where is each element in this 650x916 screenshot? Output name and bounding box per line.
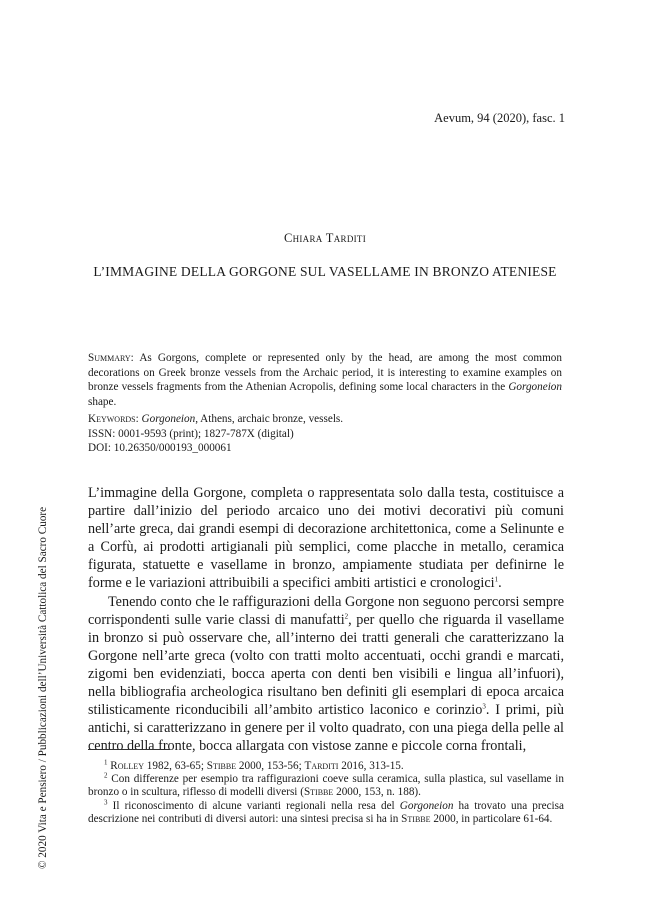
footnote-ref-2[interactable]: 2: [344, 611, 349, 620]
journal-reference: Aevum, 94 (2020), fasc. 1: [434, 111, 565, 125]
footnote-divider: [88, 749, 170, 750]
footnote-ref-3[interactable]: 3: [482, 702, 486, 711]
summary-abstract: [88, 351, 562, 409]
fn1-author-rolley: Rolley: [110, 760, 144, 772]
fn1-author-tarditi: Tarditi: [304, 760, 339, 772]
fn1-author-stibbe: Stibbe: [206, 760, 237, 772]
doi-line: DOI: 10.26350/000193_000061: [88, 442, 232, 455]
body-paragraph-2: [88, 593, 564, 756]
summary-italic: Gorgoneion: [508, 381, 562, 394]
p1-end: .: [498, 575, 502, 592]
copyright-side-note: © 2020 Vita e Pensiero / Pubblicazioni dell’Università Cattolica del Sacro Cuore: [37, 506, 49, 869]
p1-text: L’immagine della Gorgone, completa o rappresentata solo dalla testa, costituisce a partire dall’inizio del periodo arcaico uno dei motivi decorativi più comuni nell’arte greca, dai grandi esempi di decorazione architettonica, come a Selinunte e a Corfù, ai prodotti artigianali più semplici, come placche in metallo, ceramica figurata, statuette e vasellame in bronzo, ampiamente studiata per definirne le forme e le variazioni attribuibili a specifici ambiti artistici e cronologici: [88, 485, 564, 592]
p2-text-b: , per quello che riguarda il vasellame in bronzo si può osservare che, all’interno dei tratti generali che caratterizzano la Gorgone nell’arte greca (volto con tratti molto accentuati, occhi grandi e marcati, zigomi ben evidenziati, bocca aperta con denti ben visibili e lingua all’infuori), nella bibliografia archeologica risultano ben definiti gli esemplari di epoca arcaica stilisticamente riconducibili all’ambito artistico laconico e corinzio: [88, 611, 564, 719]
fn2-text-c: 2000, 153, n. 188).: [333, 786, 421, 799]
footnote-1-number: 1: [104, 758, 108, 767]
article-title: L’IMMAGINE DELLA GORGONE SUL VASELLAME IN BRONZO ATENIESE: [93, 264, 557, 279]
footnote-2-number: 2: [104, 771, 108, 780]
keywords-italic: Gorgoneion: [141, 413, 196, 425]
keywords-line: [88, 412, 562, 427]
author-name: Chiara Tarditi: [283, 231, 367, 245]
p2-text-a: Tenendo conto che le raffigurazioni della Gorgone non seguono percorsi sempre corrispondenti sulle varie classi di manufatti: [88, 593, 564, 628]
body-paragraph-1: [88, 484, 564, 593]
p2-text-c: . I primi, più antichi, si caratterizzano in genere per il volto quadrato, con una piega della pelle al centro della fronte, bocca allargata con vistose zanne e piccole corna frontali,: [88, 702, 565, 755]
summary-text-a: As Gorgons, complete or represented only by the head, are among the most common decorations on Greek bronze vessels from the Archaic period, it is interesting to examine examples on bronze vessels fragments from the Athenian Acropolis, defining some local characters in the: [88, 352, 562, 394]
fn3-text-e: 2000, in particolare 61-64.: [430, 812, 553, 825]
fn3-text-c: ha trovato una precisa descrizione nei contributi di diversi autori: una sintesi precisa si ha in: [88, 799, 564, 825]
keywords-label: Keywords:: [88, 413, 139, 425]
fn2-text-a: Con differenze per esempio tra raffigurazioni coeve sulla ceramica, sulla plastica, sul vasellame in bronzo o in scultura, riflesso di modelli diversi (: [88, 773, 564, 799]
fn1-text-f: 2016, 313-15.: [338, 760, 404, 772]
footnote-2: [88, 773, 564, 799]
footnote-3-number: 3: [104, 797, 108, 806]
fn2-author-stibbe: Stibbe: [303, 786, 334, 799]
issn-line: ISSN: 0001-9593 (print); 1827-787X (digital): [88, 427, 294, 440]
fn3-author-stibbe: Stibbe: [401, 812, 431, 825]
body-text: [88, 484, 564, 755]
article-metadata: [88, 412, 562, 456]
footnotes: [88, 760, 564, 826]
footnote-ref-1[interactable]: 1: [494, 575, 499, 584]
fn1-text-b: 1982, 63-65;: [143, 760, 207, 772]
fn1-text-d: 2000, 153-56;: [236, 760, 305, 772]
summary-label: Summary:: [88, 352, 134, 364]
fn3-text-a: Il riconoscimento di alcune varianti regionali nella resa del: [112, 799, 400, 812]
footnote-3: [88, 797, 564, 826]
fn3-italic: Gorgoneion: [399, 799, 454, 812]
footnote-1: [88, 760, 564, 773]
summary-text-b: shape.: [88, 395, 117, 408]
keywords-rest: , Athens, archaic bronze, vessels.: [195, 413, 344, 425]
